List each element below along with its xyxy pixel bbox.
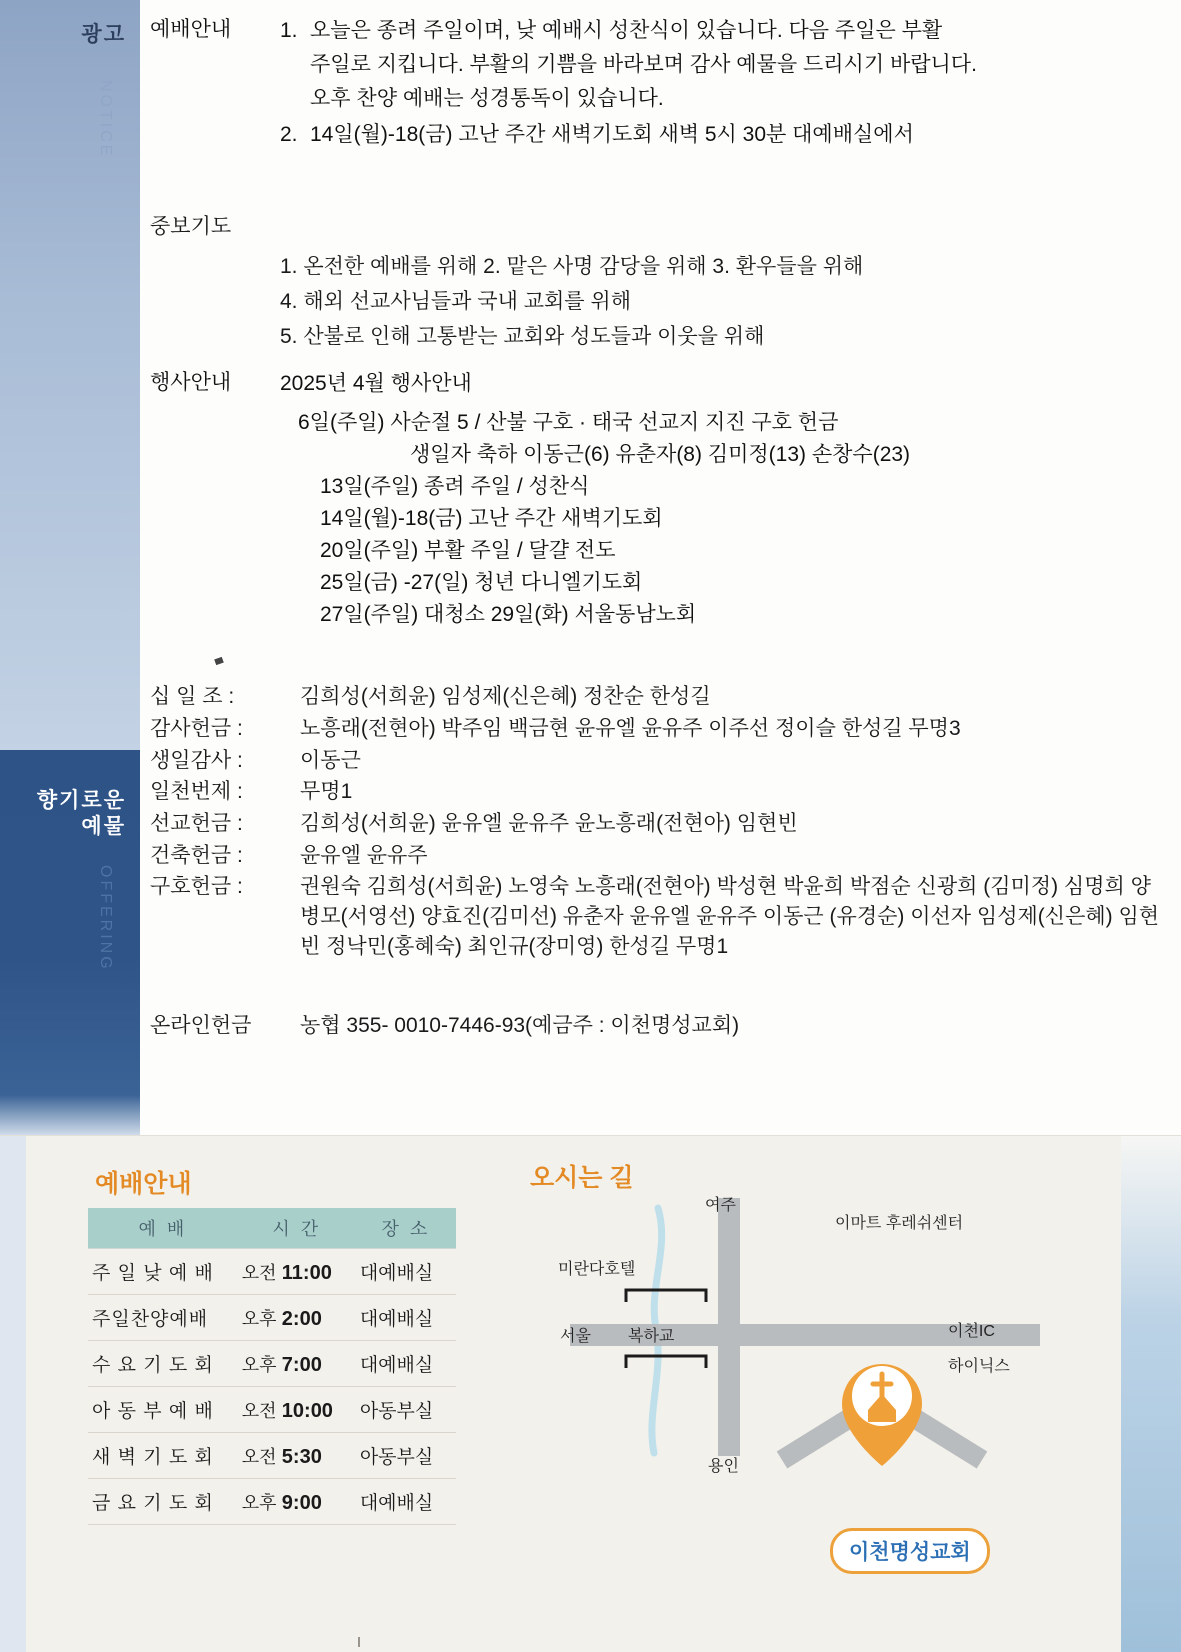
sidebar-offering-label-en: OFFERING	[97, 865, 114, 972]
service-place: 대예배실	[356, 1341, 456, 1387]
events-label: 행사안내	[150, 371, 232, 395]
offering-row	[150, 682, 1160, 713]
service-clock: 2:00	[281, 1307, 322, 1330]
bulletin-content	[150, 0, 1160, 1039]
service-ampm: 오전	[241, 1400, 277, 1421]
service-time	[238, 1249, 356, 1295]
offering-row-value: 무명1	[300, 780, 353, 804]
offering-row	[150, 714, 1160, 745]
intercession-line: 1. 온전한 예배를 위해 2. 맡은 사명 감당을 위해 3. 환우들을 위해	[280, 255, 864, 279]
offering-row	[150, 841, 1160, 872]
offering-row-value: 노흥래(전현아) 박주임 백금현 윤유엘 윤유주 이주선 정이슬 한성길 무명3	[300, 717, 961, 741]
event-line: 25일(금) -27(일) 청년 다니엘기도회	[320, 570, 643, 594]
notice-body	[280, 14, 1160, 154]
table-header-row	[88, 1208, 456, 1249]
service-ampm: 오후	[241, 1492, 277, 1513]
online-offering-label: 온라인헌금	[150, 1013, 252, 1037]
notice-item	[280, 14, 1160, 116]
offering-row-label: 생일감사 :	[150, 748, 243, 772]
map-label-yongin: 용인	[708, 1458, 739, 1475]
offering-row-value: 이동근	[300, 748, 361, 772]
map-label-bokhagyo: 복하교	[628, 1328, 675, 1345]
event-line: 13일(주일) 종려 주일 / 성찬식	[320, 474, 590, 498]
online-offering-value: 농협 355- 0010-7446-93(예금주 : 이천명성교회)	[300, 1013, 740, 1037]
location-map	[530, 1198, 1090, 1628]
offering-row-label: 감사헌금 :	[150, 717, 243, 741]
notice-item-line: 14일(월)-18(금) 고난 주간 새벽기도회 새벽 5시 30분 대예배실에서	[310, 123, 914, 147]
bridge-upper	[626, 1290, 706, 1302]
sidebar-notice-label-ko: 광고	[81, 23, 126, 46]
map-label-seoul: 서울	[560, 1328, 591, 1345]
sidebar-notice-band	[0, 0, 140, 750]
worship-schedule-table	[88, 1208, 456, 1525]
offering-row-value: 권원숙 김희성(서희윤) 노영숙 노흥래(전현아) 박성현 박윤희 박점순 신광희 (김미정) 심명희 양병모(서영선) 양효진(김미선) 유춘자 윤유엘 윤유주 이동근 (유경순) 이선자 임성제(신은혜) 임현빈 정낙민(홍혜숙) 최인규(장미영) 한성길 무명1	[300, 875, 1160, 958]
intercession-line: 4. 해외 선교사님들과 국내 교회를 위해	[280, 290, 631, 314]
service-ampm: 오후	[241, 1308, 277, 1329]
service-clock: 9:00	[281, 1491, 322, 1514]
offering-row-value: 김희성(서희윤) 윤유엘 윤유주 윤노흥래(전현아) 임현빈	[300, 812, 798, 836]
service-name: 아 동 부 예 배	[88, 1387, 238, 1433]
service-clock: 11:00	[281, 1261, 332, 1284]
intercession-line: 5. 산불로 인해 고통받는 교회와 성도들과 이웃을 위해	[280, 325, 765, 349]
map-label-yeoju: 여주	[705, 1197, 736, 1214]
bottom-right-edge	[1121, 1136, 1181, 1652]
notice-item-text	[310, 14, 1160, 116]
bridge-lower	[626, 1356, 706, 1368]
intercession-lines	[150, 250, 1160, 350]
event-line: 20일(주일) 부활 주일 / 달걀 전도	[320, 538, 616, 562]
map-label-miranda: 미란다호텔	[558, 1261, 636, 1278]
service-name: 새 벽 기 도 회	[88, 1433, 238, 1479]
service-time	[238, 1433, 356, 1479]
events-section	[150, 355, 1160, 630]
offering-row	[150, 872, 1160, 961]
events-heading: 2025년 4월 행사안내	[280, 372, 472, 396]
offering-row-label: 구호헌금 :	[150, 875, 243, 899]
offering-row	[150, 746, 1160, 777]
notice-label: 예배안내	[150, 18, 232, 41]
notice-item-line: 오후 찬양 예배는 성경통독이 있습니다.	[310, 87, 664, 111]
service-place: 대예배실	[356, 1295, 456, 1341]
event-line: 27일(주일) 대청소 29일(화) 서울동남노회	[320, 602, 697, 626]
service-time	[238, 1295, 356, 1341]
map-label-icheon-ic: 이천IC	[948, 1323, 995, 1340]
column-header-place: 장 소	[356, 1208, 456, 1249]
notice-item	[280, 118, 1160, 152]
service-name: 금 요 기 도 회	[88, 1479, 238, 1525]
service-time	[238, 1341, 356, 1387]
bottom-left-edge	[0, 1136, 26, 1652]
service-ampm: 오전	[241, 1262, 277, 1283]
offering-row-label: 선교헌금 :	[150, 812, 243, 836]
service-place: 아동부실	[356, 1433, 456, 1479]
service-time	[238, 1479, 356, 1525]
offering-row-value: 윤유엘 윤유주	[300, 843, 428, 867]
event-line: 생일자 축하 이동근(6) 유춘자(8) 김미정(13) 손창수(23)	[410, 442, 911, 466]
service-clock: 10:00	[281, 1399, 333, 1422]
worship-schedule-title: 예배안내	[95, 1170, 192, 1198]
column-header-service: 예 배	[88, 1208, 238, 1249]
service-ampm: 오전	[241, 1446, 277, 1467]
event-line: 14일(월)-18(금) 고난 주간 새벽기도회	[320, 506, 663, 530]
notice-item-line: 오늘은 종려 주일이며, 낮 예배시 성찬식이 있습니다. 다음 주일은 부활	[310, 19, 943, 42]
bottom-panel	[0, 1135, 1181, 1652]
offering-row-label: 십 일 조 :	[150, 685, 235, 709]
sidebar-offering-label-line2: 예물	[81, 815, 126, 839]
table-row	[88, 1479, 456, 1525]
service-name: 수 요 기 도 회	[88, 1341, 238, 1387]
notice-section	[150, 0, 1160, 154]
offering-row-label: 건축헌금 :	[150, 843, 243, 867]
notice-item-number: 2.	[280, 123, 298, 147]
intercession-section	[150, 154, 1160, 350]
service-name: 주 일 낮 예 배	[88, 1249, 238, 1295]
table-row	[88, 1433, 456, 1479]
intercession-label: 중보기도	[150, 215, 232, 239]
service-place: 대예배실	[356, 1249, 456, 1295]
sidebar-offering-label-ko	[37, 788, 126, 841]
map-label-emart: 이마트 후레쉬센터	[835, 1215, 964, 1232]
road-vertical-lower	[718, 1346, 740, 1456]
column-header-time: 시 간	[238, 1208, 356, 1249]
event-line: 6일(주일) 사순절 5 / 산불 구호 · 태국 선교지 지진 구호 헌금	[298, 411, 839, 435]
church-name-badge: 이천명성교회	[830, 1528, 990, 1574]
service-time	[238, 1387, 356, 1433]
service-name: 주일찬양예배	[88, 1295, 238, 1341]
sidebar-offering-band	[0, 750, 140, 1095]
service-ampm: 오후	[241, 1354, 277, 1375]
service-place: 대예배실	[356, 1479, 456, 1525]
table-row	[88, 1387, 456, 1433]
offering-row	[150, 809, 1160, 840]
notice-item-line: 주일로 지킵니다. 부활의 기쁨을 바라보며 감사 예물을 드리시기 바랍니다.	[310, 53, 977, 77]
offering-row	[150, 777, 1160, 808]
sidebar-gradient-tail	[0, 1095, 140, 1135]
service-place: 아동부실	[356, 1387, 456, 1433]
page-tick-mark	[358, 1637, 360, 1647]
directions-title: 오시는 길	[530, 1164, 634, 1192]
table-row	[88, 1341, 456, 1387]
offering-section	[150, 630, 1160, 961]
offering-row-value: 김희성(서희윤) 임성제(신은혜) 정찬순 한성길	[300, 685, 711, 709]
offering-row-label: 일천번제 :	[150, 780, 243, 804]
table-row	[88, 1249, 456, 1295]
notice-item-text	[310, 118, 1160, 152]
events-body	[280, 367, 1160, 630]
notice-item-number: 1.	[280, 19, 298, 42]
service-clock: 7:00	[281, 1353, 322, 1376]
sidebar-notice-label-en: NOTICE	[97, 80, 114, 159]
online-offering-section	[150, 963, 1160, 1039]
map-label-hynix: 하이닉스	[948, 1358, 1010, 1375]
service-clock: 5:30	[281, 1445, 322, 1468]
table-row	[88, 1295, 456, 1341]
church-pin-icon	[842, 1364, 922, 1466]
sidebar-offering-label-line1: 향기로운	[36, 789, 126, 812]
